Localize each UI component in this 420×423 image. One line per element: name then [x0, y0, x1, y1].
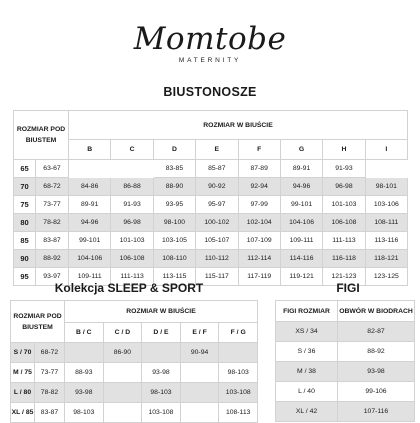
bust-range-cell: 87-89 [238, 160, 280, 178]
bust-range-cell: 103-105 [153, 232, 195, 250]
cup-header: B / C [65, 323, 104, 343]
bust-range-cell: 99-101 [280, 196, 322, 214]
size-cell: L / 80 [11, 383, 35, 403]
sleep-header-row [11, 301, 258, 323]
table-row [11, 363, 258, 383]
table-row [276, 322, 415, 342]
figi-section-title: FIGI [336, 281, 360, 295]
bust-range-cell: 93-98 [65, 383, 104, 403]
table-row [276, 362, 415, 382]
table-row [11, 383, 258, 403]
table-row [14, 196, 408, 214]
bust-range-cell: 107-109 [238, 232, 280, 250]
figi-size-cell: XL / 42 [276, 402, 338, 422]
band-range-cell: 93-97 [36, 268, 69, 286]
table-row [276, 342, 415, 362]
figi-header: OBWÓR W BIODRACH [338, 301, 415, 322]
logo-wordmark: Momtobe [133, 21, 287, 57]
hip-range-cell: 107-116 [338, 402, 415, 422]
bust-range-cell: 116-118 [323, 250, 365, 268]
table-row [276, 382, 415, 402]
cup-header: F / G [219, 323, 258, 343]
bust-range-cell: 92-94 [238, 178, 280, 196]
band-size-cell: 95 [14, 268, 36, 286]
cup-header: I [365, 140, 407, 160]
brand-logo [0, 22, 420, 64]
table-row [14, 214, 408, 232]
bust-range-cell: 108-113 [219, 403, 258, 423]
cup-header: D / E [142, 323, 181, 343]
bust-range-cell: 86-88 [111, 178, 153, 196]
bust-size-header: ROZMIAR W BIUŚCIE [65, 301, 258, 323]
bust-range-cell: 103-108 [142, 403, 181, 423]
band-size-cell: 85 [14, 232, 36, 250]
bust-range-cell: 105-107 [196, 232, 238, 250]
bust-range-cell: 88-93 [65, 363, 104, 383]
bust-range-cell: 113-116 [365, 232, 407, 250]
cup-header: B [69, 140, 111, 160]
cup-header: G [280, 140, 322, 160]
logo-subtitle: MATERNITY [178, 57, 242, 64]
bust-range-cell: 94-96 [69, 214, 111, 232]
bust-range-cell: 93-95 [153, 196, 195, 214]
bust-range-cell: 94-96 [280, 178, 322, 196]
bust-range-cell: 117-119 [238, 268, 280, 286]
bust-range-cell: 98-100 [153, 214, 195, 232]
bust-range-cell: 93-98 [142, 363, 181, 383]
bust-range-cell: 89-91 [69, 196, 111, 214]
band-size-cell: 90 [14, 250, 36, 268]
bust-range-cell: 84-86 [69, 178, 111, 196]
bust-range-cell: 104-106 [280, 214, 322, 232]
bust-range-cell: 86-90 [103, 343, 142, 363]
band-range-cell: 73-77 [35, 363, 65, 383]
bust-range-cell: 91-93 [323, 160, 365, 178]
figi-header: FIGI ROZMIAR [276, 301, 338, 322]
size-cell: XL / 85 [11, 403, 35, 423]
bust-range-cell: 108-111 [365, 214, 407, 232]
hip-range-cell: 99-106 [338, 382, 415, 402]
bust-size-header: ROZMIAR W BIUŚCIE [69, 111, 408, 140]
bust-range-cell: 109-111 [280, 232, 322, 250]
cup-header: F [238, 140, 280, 160]
bust-range-cell: 114-116 [280, 250, 322, 268]
bust-range-cell: 89-91 [280, 160, 322, 178]
bust-range-cell [219, 343, 258, 363]
bust-range-cell [69, 160, 111, 178]
bust-range-cell: 101-103 [323, 196, 365, 214]
bust-range-cell: 113-115 [153, 268, 195, 286]
size-cell: M / 75 [11, 363, 35, 383]
figi-size-cell: M / 38 [276, 362, 338, 382]
bust-range-cell [103, 363, 142, 383]
bust-range-cell: 97-99 [238, 196, 280, 214]
cup-header: C [111, 140, 153, 160]
band-size-cell: 70 [14, 178, 36, 196]
bust-range-cell [180, 383, 219, 403]
hip-range-cell: 82-87 [338, 322, 415, 342]
table-row [14, 250, 408, 268]
bust-range-cell: 98-101 [365, 178, 407, 196]
bust-range-cell: 123-125 [365, 268, 407, 286]
figi-size-cell: L / 40 [276, 382, 338, 402]
bust-range-cell: 90-94 [180, 343, 219, 363]
bust-range-cell: 110-112 [196, 250, 238, 268]
band-range-cell: 73-77 [36, 196, 69, 214]
bust-range-cell: 90-92 [196, 178, 238, 196]
bust-range-cell: 98-103 [142, 383, 181, 403]
bust-range-cell: 98-103 [65, 403, 104, 423]
figi-size-cell: XS / 34 [276, 322, 338, 342]
table-row [14, 178, 408, 196]
cup-header: H [323, 140, 365, 160]
table-row [14, 232, 408, 250]
figi-size-cell: S / 36 [276, 342, 338, 362]
figi-header-row [276, 301, 415, 322]
bust-range-cell: 109-111 [69, 268, 111, 286]
table-row [276, 402, 415, 422]
band-range-cell: 78-82 [35, 383, 65, 403]
hip-range-cell: 88-92 [338, 342, 415, 362]
bust-range-cell: 95-97 [196, 196, 238, 214]
bust-range-cell: 103-108 [219, 383, 258, 403]
bust-range-cell: 91-93 [111, 196, 153, 214]
band-range-cell: 78-82 [36, 214, 69, 232]
band-size-header: ROZMIAR POD BIUSTEM [14, 111, 69, 160]
band-range-cell: 63-67 [36, 160, 69, 178]
band-size-header: ROZMIAR POD BIUSTEM [11, 301, 65, 343]
bust-range-cell: 83-85 [153, 160, 195, 178]
bust-range-cell: 112-114 [238, 250, 280, 268]
bust-range-cell: 101-103 [111, 232, 153, 250]
bust-range-cell: 115-117 [196, 268, 238, 286]
band-range-cell: 83-87 [36, 232, 69, 250]
bust-range-cell [65, 343, 104, 363]
bust-range-cell: 102-104 [238, 214, 280, 232]
bra-size-table [13, 110, 408, 286]
bust-range-cell: 85-87 [196, 160, 238, 178]
bust-range-cell: 99-101 [69, 232, 111, 250]
bra-section-title: BIUSTONOSZE [163, 85, 257, 99]
band-range-cell: 88-92 [36, 250, 69, 268]
cup-header-row [14, 140, 408, 160]
size-cell: S / 70 [11, 343, 35, 363]
sleep-sport-size-table [10, 300, 258, 423]
cup-header: E / F [180, 323, 219, 343]
bust-range-cell: 106-108 [111, 250, 153, 268]
bust-range-cell: 96-98 [323, 178, 365, 196]
bust-range-cell: 106-108 [323, 214, 365, 232]
bust-range-cell [103, 383, 142, 403]
band-range-cell: 68-72 [36, 178, 69, 196]
bust-range-cell [142, 343, 181, 363]
bust-range-cell: 103-106 [365, 196, 407, 214]
hip-range-cell: 93-98 [338, 362, 415, 382]
table-row [14, 160, 408, 178]
cup-header: C / D [103, 323, 142, 343]
cup-header: D [153, 140, 195, 160]
bust-range-cell: 98-103 [219, 363, 258, 383]
sleep-sport-section-title: Kolekcja SLEEP & SPORT [54, 281, 204, 295]
bust-range-cell [111, 160, 153, 178]
bust-range-cell: 100-102 [196, 214, 238, 232]
bust-range-cell: 119-121 [280, 268, 322, 286]
band-size-cell: 75 [14, 196, 36, 214]
band-size-cell: 65 [14, 160, 36, 178]
bust-range-cell: 96-98 [111, 214, 153, 232]
bust-range-cell: 118-121 [365, 250, 407, 268]
bust-range-cell: 121-123 [323, 268, 365, 286]
bust-range-cell: 104-106 [69, 250, 111, 268]
cup-header: E [196, 140, 238, 160]
band-range-cell: 68-72 [35, 343, 65, 363]
figi-size-table [275, 300, 415, 422]
bust-range-cell [180, 363, 219, 383]
bust-range-cell: 111-113 [323, 232, 365, 250]
bust-range-cell: 88-90 [153, 178, 195, 196]
bust-range-cell: 111-113 [111, 268, 153, 286]
band-range-cell: 83-87 [35, 403, 65, 423]
band-size-cell: 80 [14, 214, 36, 232]
bust-range-cell: 108-110 [153, 250, 195, 268]
bust-range-cell [365, 160, 407, 178]
table-row [11, 343, 258, 363]
bra-header-row [14, 111, 408, 140]
